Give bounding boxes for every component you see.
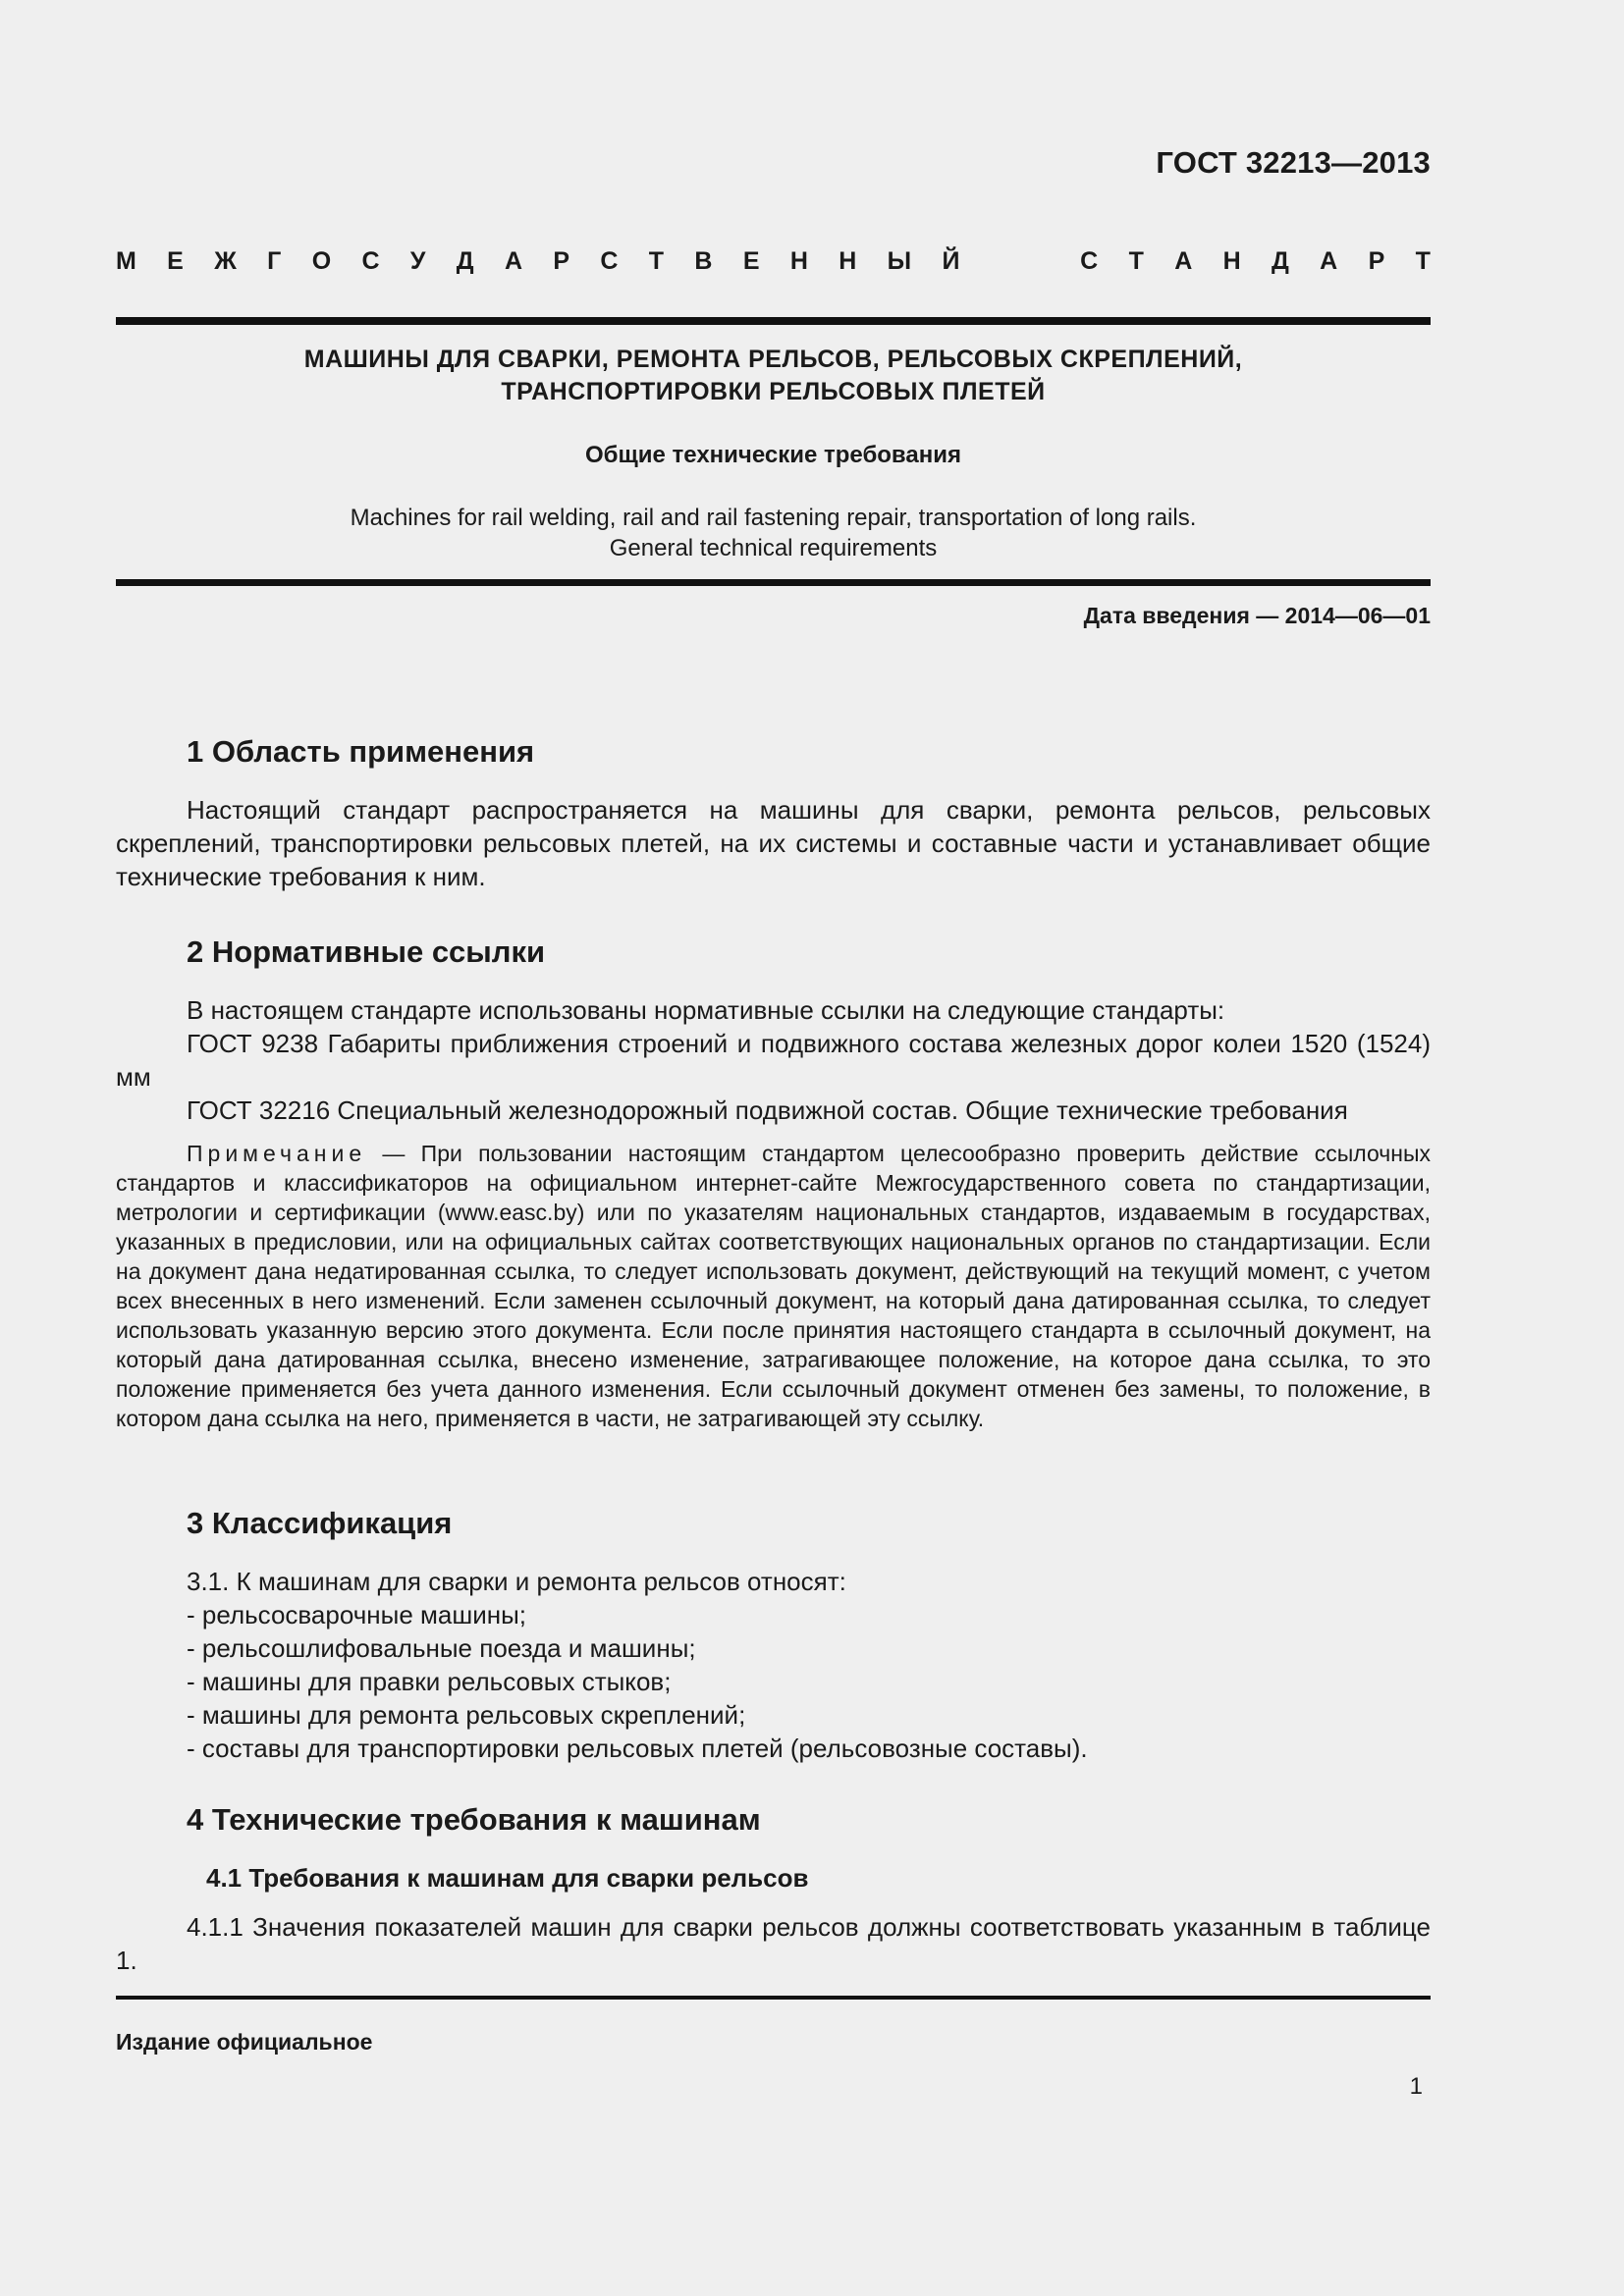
divider-top — [116, 317, 1431, 325]
banner-letter: С — [361, 247, 380, 275]
interstate-standard-banner — [116, 247, 1431, 276]
banner-letter: У — [409, 247, 426, 275]
title-en-line: General technical requirements — [609, 535, 938, 561]
banner-word-gap — [991, 247, 1050, 276]
banner-letter: Р — [553, 247, 570, 275]
banner-letter: Е — [167, 247, 184, 275]
reference-gost-9238: ГОСТ 9238 Габариты приближения строений и подвижного состава железных дорог колеи 1520 (1524) мм — [116, 1029, 1431, 1092]
section-4-heading: 4 Технические требования к машинам — [187, 1802, 761, 1837]
divider-middle — [116, 579, 1431, 586]
note-label: Примечание — [187, 1141, 367, 1166]
section-1-heading: 1 Область применения — [187, 734, 535, 769]
introduction-date: Дата введения — 2014—06—01 — [1083, 603, 1431, 628]
banner-letter: Й — [942, 247, 960, 275]
section-3-heading: 3 Классификация — [187, 1506, 453, 1540]
document-title-ru — [116, 344, 1431, 408]
banner-letter: А — [1174, 247, 1193, 275]
document-page — [116, 0, 1431, 2296]
banner-letter: Н — [839, 247, 857, 275]
banner-letter: О — [311, 247, 332, 275]
banner-letter: Т — [1415, 247, 1431, 275]
banner-letter: С — [600, 247, 619, 275]
standard-number: ГОСТ 32213—2013 — [1156, 145, 1431, 180]
banner-letter: В — [694, 247, 713, 275]
banner-letter: Е — [742, 247, 760, 275]
list-item: - рельсосварочные машины; — [187, 1600, 526, 1629]
banner-letter: М — [116, 247, 136, 275]
banner-letter: Н — [789, 247, 808, 275]
section-1-text: Настоящий стандарт распространяется на машины для сварки, ремонта рельсов, рельсовых скреплений, транспортировки рельсовых плетей, на их системы и составные части и устанавливает общие технические требования к ним. — [116, 795, 1431, 891]
banner-letter: Р — [1368, 247, 1385, 275]
banner-letter: Т — [1128, 247, 1144, 275]
edition-label: Издание официальное — [116, 2029, 373, 2055]
title-en-line: Machines for rail welding, rail and rail fastening repair, transportation of long rails. — [350, 505, 1197, 531]
list-item: - рельсошлифовальные поезда и машины; — [187, 1633, 696, 1663]
divider-bottom — [116, 1996, 1431, 2000]
banner-letter: Ы — [887, 247, 912, 275]
banner-letter: Ж — [214, 247, 237, 275]
reference-gost-32216: ГОСТ 32216 Специальный железнодорожный подвижной состав. Общие технические требования — [187, 1095, 1348, 1125]
title-line: МАШИНЫ ДЛЯ СВАРКИ, РЕМОНТА РЕЛЬСОВ, РЕЛЬСОВЫХ СКРЕПЛЕНИЙ, — [303, 346, 1243, 373]
section-2-intro: В настоящем стандарте использованы нормативные ссылки на следующие стандарты: — [187, 995, 1225, 1025]
list-item: - машины для ремонта рельсовых скреплений; — [187, 1700, 746, 1730]
banner-letter: С — [1080, 247, 1099, 275]
document-title-en — [116, 503, 1431, 563]
section-4-1-1-text: 4.1.1 Значения показателей машин для сварки рельсов должны соответствовать указанным в таблице 1. — [116, 1912, 1431, 1975]
banner-letter: Д — [456, 247, 474, 275]
subsection-4-1-heading: 4.1 Требования к машинам для сварки рельсов — [206, 1863, 809, 1893]
document-subtitle: Общие технические требования — [585, 442, 961, 468]
banner-letter: Г — [267, 247, 282, 275]
section-2-heading: 2 Нормативные ссылки — [187, 934, 546, 969]
section-3-lead: 3.1. К машинам для сварки и ремонта рельсов относят: — [187, 1567, 846, 1596]
banner-letter: А — [1320, 247, 1338, 275]
banner-letter: А — [504, 247, 523, 275]
banner-letter: Н — [1222, 247, 1241, 275]
note-text: — При пользовании настоящим стандартом целесообразно проверить действие ссылочных стандартов и классификаторов на официальном интернет-сайте Межгосударственного совета по стандартизации, метрологии и сертификации (www.easc.by) или по указателям национальных стандартов, издаваемым в государствах, указанных в предисловии, или на официальных сайтах соответствующих национальных органов по стандартизации. Если на документ дана недатированная ссылка, то следует использовать документ, действующий на текущий момент, с учетом всех внесенных в него изменений. Если заменен ссылочный документ, на который дана датированная ссылка, то следует использовать указанную версию этого документа. Если после принятия настоящего стандарта в ссылочный документ, на который дана датированная ссылка, внесено изменение, затрагивающее положение, на которое дана ссылка, то это положение применяется без учета данного изменения. Если ссылочный документ отменен без замены, то положение, в котором дана ссылка на него, применяется в части, не затрагивающей эту ссылку. — [116, 1141, 1431, 1431]
note-paragraph — [116, 1139, 1431, 1433]
banner-letter: Т — [648, 247, 665, 275]
list-item: - составы для транспортировки рельсовых плетей (рельсовозные составы). — [187, 1734, 1088, 1763]
list-item: - машины для правки рельсовых стыков; — [187, 1667, 672, 1696]
title-line: ТРАНСПОРТИРОВКИ РЕЛЬСОВЫХ ПЛЕТЕЙ — [501, 378, 1046, 405]
banner-letter: Д — [1272, 247, 1289, 275]
page-number: 1 — [1409, 2073, 1423, 2100]
